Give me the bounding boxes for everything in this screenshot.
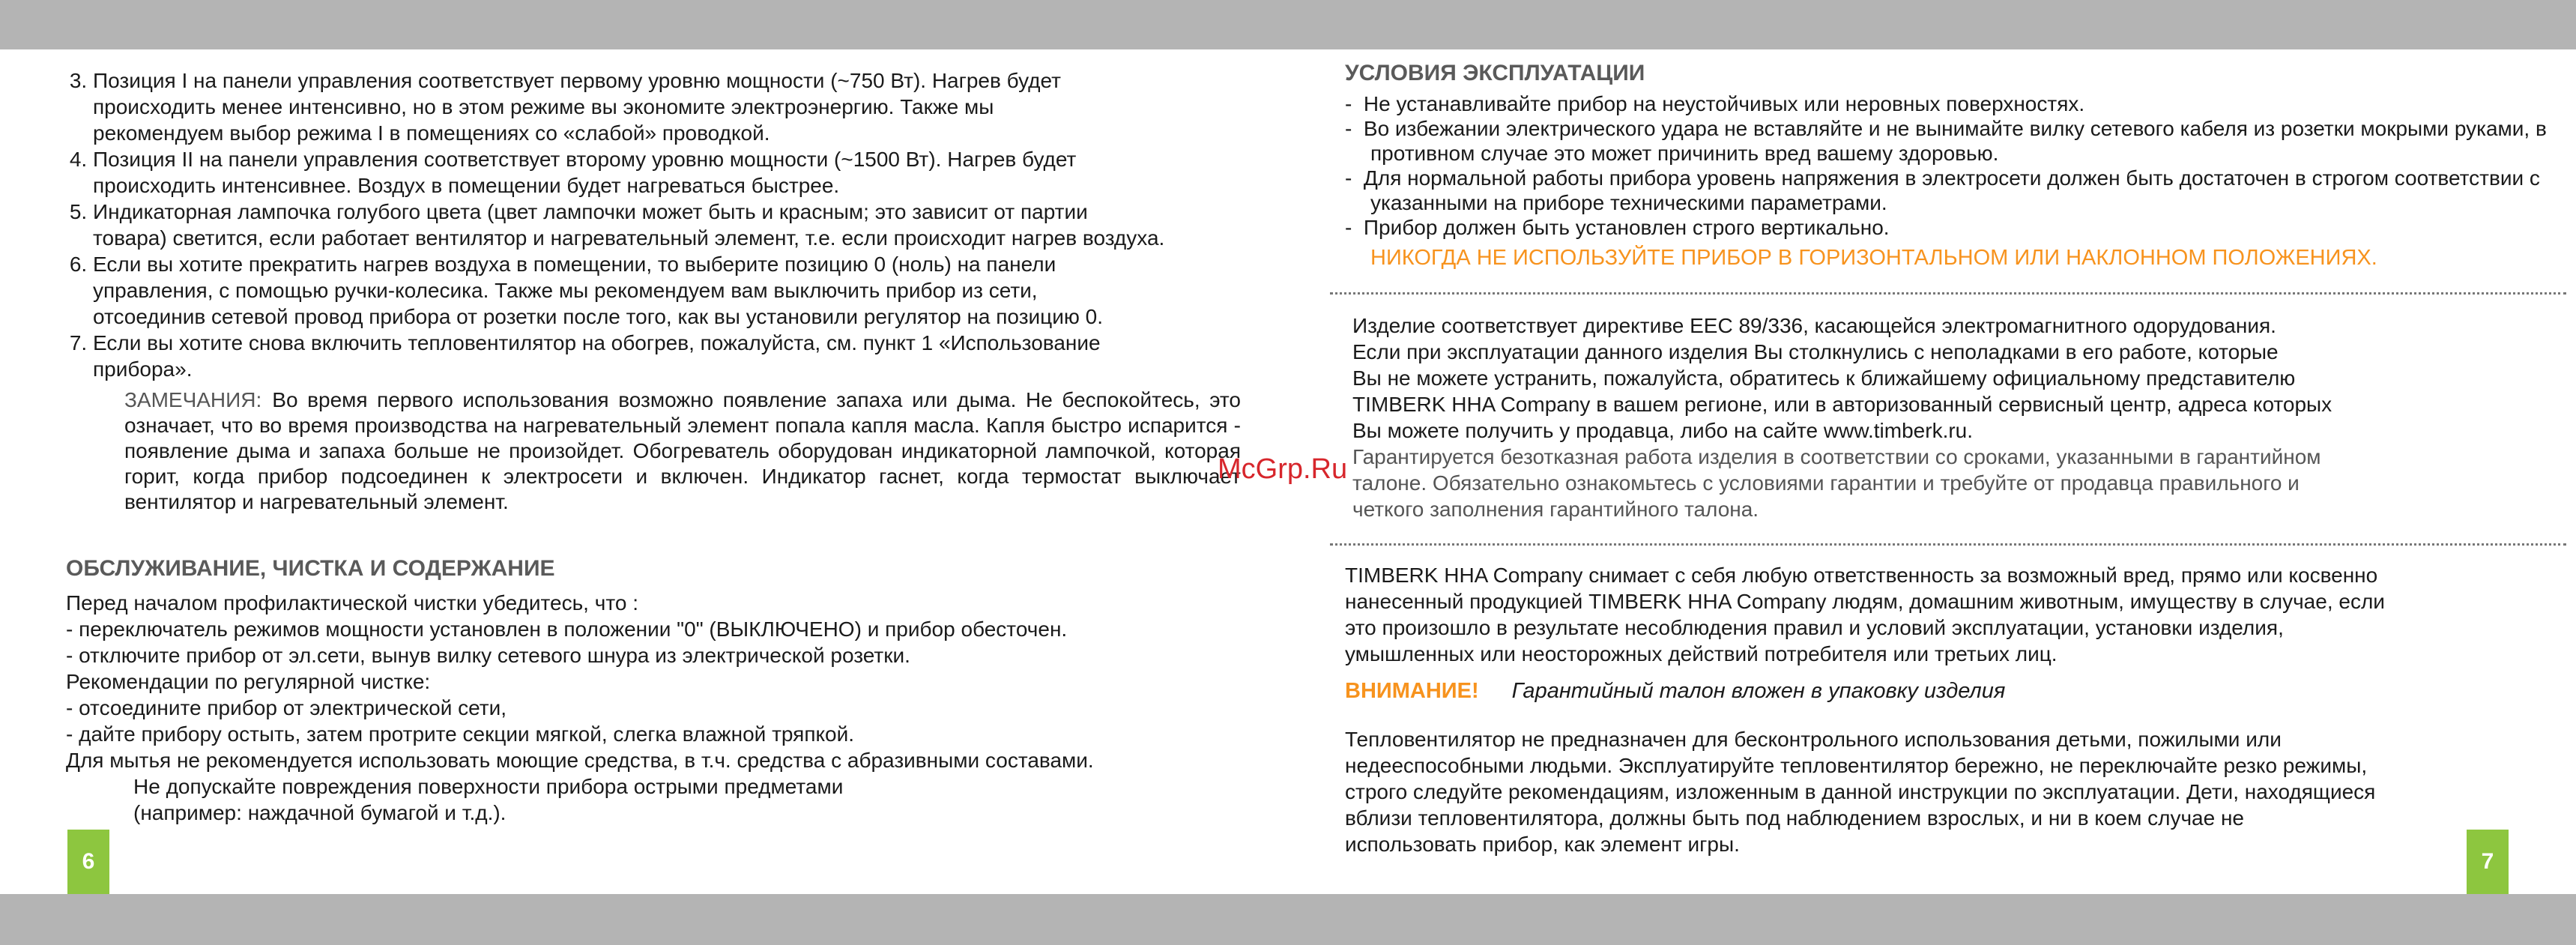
page-number-right: 7 <box>2467 830 2509 894</box>
maintenance-line: - переключатель режимов мощности установлен в положении "0" (ВЫКЛЮЧЕНО) и прибор обесточен. <box>66 618 1068 641</box>
maintenance-indented <box>133 773 1280 826</box>
maintenance-line: - отключите прибор от эл.сети, вынув вилку сетевого шнура из электрической розетки. <box>66 644 910 667</box>
dotted-separator <box>1330 292 2566 295</box>
usage-step: 6. Если вы хотите прекратить нагрев воздуха в помещении, то выберите позицию 0 (ноль) на панели управления, с помощью ручки-колесика. Также мы рекомендуем вам выключить прибор из сети, отсоединив сетевой провод прибора от розетки после того, как вы установили регулятор на позицию 0. <box>93 251 1280 330</box>
conditions-title: УСЛОВИЯ ЭКСПЛУАТАЦИИ <box>1345 61 1645 85</box>
condition-item: - Прибор должен быть установлен строго вертикально. <box>1345 216 1890 239</box>
bottom-band <box>0 894 2576 945</box>
usage-step: 3. Позиция I на панели управления соответствует первому уровню мощности (~750 Вт). Нагрев будет происходить менее интенсивно, но в этом режиме вы экономите электроэнергию. Также мы рекомендуем выбор режима I в помещениях со «слабой» проводкой. <box>93 67 1280 146</box>
notes-paragraph <box>124 387 1241 515</box>
guarantee-line: Гарантируется безотказная работа изделия в соответствии со сроками, указанными в гарантийном <box>1352 445 2321 468</box>
guarantee-line: четкого заполнения гарантийного талона. <box>1352 498 1759 521</box>
usage-step: 4. Позиция II на панели управления соответствует второму уровню мощности (~1500 Вт). Нагрев будет происходить интенсивнее. Воздух в помещении будет нагреваться быстрее. <box>93 146 1280 199</box>
safety-line: строго следуйте рекомендациям, изложенным в данной инструкции по эксплуатации. Дети, находящиеся <box>1345 780 2376 803</box>
attention-text: Гарантийный талон вложен в упаковку изделия <box>1511 679 2006 703</box>
directive-text: Изделие соответствует директиве ЕЕС 89/336, касающейся электромагнитного одорудования. <box>1352 314 2276 337</box>
liability-line: это произошло в результате несоблюдения правил и условий эксплуатации, установки изделия, <box>1345 616 2284 639</box>
maintenance-line: Не допускайте повреждения поверхности прибора острыми предметами <box>133 775 844 798</box>
safety-paragraph <box>1345 726 2574 857</box>
service-line: Вы не можете устранить, пожалуйста, обратитесь к ближайшему официальному представителю <box>1352 366 2296 390</box>
maintenance-line: Перед началом профилактической чистки убедитесь, что : <box>66 591 638 615</box>
condition-item: - Не устанавливайте прибор на неустойчивых или неровных поверхностях. <box>1345 92 2085 115</box>
safety-line: недееспособными людьми. Эксплуатируйте тепловентилятор бережно, не переключайте резко режимы, <box>1345 754 2368 777</box>
maintenance-line: - дайте прибору остыть, затем протрите секции мягкой, слегка влажной тряпкой. <box>66 722 855 746</box>
maintenance-line: - отсоедините прибор от электрической сети, <box>66 696 507 719</box>
safety-line: вблизи тепловентилятора, должны быть под наблюдением взрослых, и ни в коем случае не <box>1345 806 2245 830</box>
left-page <box>66 67 1280 826</box>
service-line: Вы можете получить у продавца, либо на сайте www.timberk.ru. <box>1352 419 1974 442</box>
service-line: TIMBERK HHA Company в вашем регионе, или в авторизованный сервисный центр, адреса которых <box>1352 393 2332 416</box>
guarantee-line: талоне. Обязательно ознакомьтесь с условиями гарантии и требуйте от продавца правильного и <box>1352 471 2300 495</box>
condition-item: - Во избежании электрического удара не вставляйте и не вынимайте вилку сетевого кабеля из розетки мокрыми руками, в противном случае это может причинить вред вашему здоровью. <box>1345 117 2547 165</box>
notes-text: Во время первого использования возможно появление запаха или дыма. Не беспокойтесь, это означает, что во время производства на нагревательный элемент попала капля масла. Капля быстро испарится - появление дыма и запаха больше не произойдет. Обогреватель оборудован индикаторной лампочкой, которая горит, когда прибор подсоединен к электросети и включен. Индикатор гаснет, когда термостат выключает вентилятор и нагревательный элемент. <box>124 388 1241 513</box>
maintenance-line: (например: наждачной бумагой и т.д.). <box>133 801 507 824</box>
safety-line: Тепловентилятор не предназначен для бесконтрольного использования детьми, пожилыми или <box>1345 728 2282 751</box>
safety-line: использовать прибор, как элемент игры. <box>1345 833 1740 856</box>
dotted-separator <box>1330 543 2566 546</box>
right-page <box>1345 58 2574 857</box>
watermark: McGrp.Ru <box>1218 453 1348 485</box>
top-band <box>0 0 2576 49</box>
service-line: Если при эксплуатации данного изделия Вы столкнулись с неполадками в его работе, которые <box>1352 340 2279 363</box>
usage-step: 7. Если вы хотите снова включить тепловентилятор на обогрев, пожалуйста, см. пункт 1 «Использование прибора». <box>93 330 1280 382</box>
usage-steps-list <box>66 67 1280 382</box>
maintenance-line: Для мытья не рекомендуется использовать моющие средства, в т.ч. средства с абразивными составами. <box>66 749 1094 772</box>
attention-label: ВНИМАНИЕ! <box>1345 679 1479 703</box>
usage-step: 5. Индикаторная лампочка голубого цвета (цвет лампочки может быть и красным; это зависит от партии товара) светится, если работает вентилятор и нагревательный элемент, т.е. если происходит нагрев воздуха. <box>93 199 1280 251</box>
maintenance-title: ОБСЛУЖИВАНИЕ, ЧИСТКА И СОДЕРЖАНИЕ <box>66 556 555 581</box>
liability-line: нанесенный продукцией TIMBERK HHA Company людям, домашним животным, имуществу в случае, если <box>1345 590 2385 613</box>
attention-line <box>1345 677 2574 704</box>
maintenance-line: Рекомендации по регулярной чистке: <box>66 670 431 693</box>
compliance-block <box>1345 313 2574 522</box>
notes-title: ЗАМЕЧАНИЯ: <box>124 388 262 411</box>
condition-item: - Для нормальной работы прибора уровень напряжения в электросети должен быть достаточен в строгом соответствии с указанными на приборе техническими параметрами. <box>1345 166 2540 214</box>
liability-block <box>1345 562 2574 667</box>
liability-line: умышленных или неосторожных действий потребителя или третьих лиц. <box>1345 642 2058 665</box>
liability-line: TIMBERK HHA Company снимает с себя любую ответственность за возможный вред, прямо или косвенно <box>1345 564 2378 587</box>
orientation-warning: НИКОГДА НЕ ИСПОЛЬЗУЙТЕ ПРИБОР В ГОРИЗОНТАЛЬНОМ ИЛИ НАКЛОННОМ ПОЛОЖЕНИЯХ. <box>1370 246 2377 270</box>
page-number-left: 6 <box>67 830 109 894</box>
